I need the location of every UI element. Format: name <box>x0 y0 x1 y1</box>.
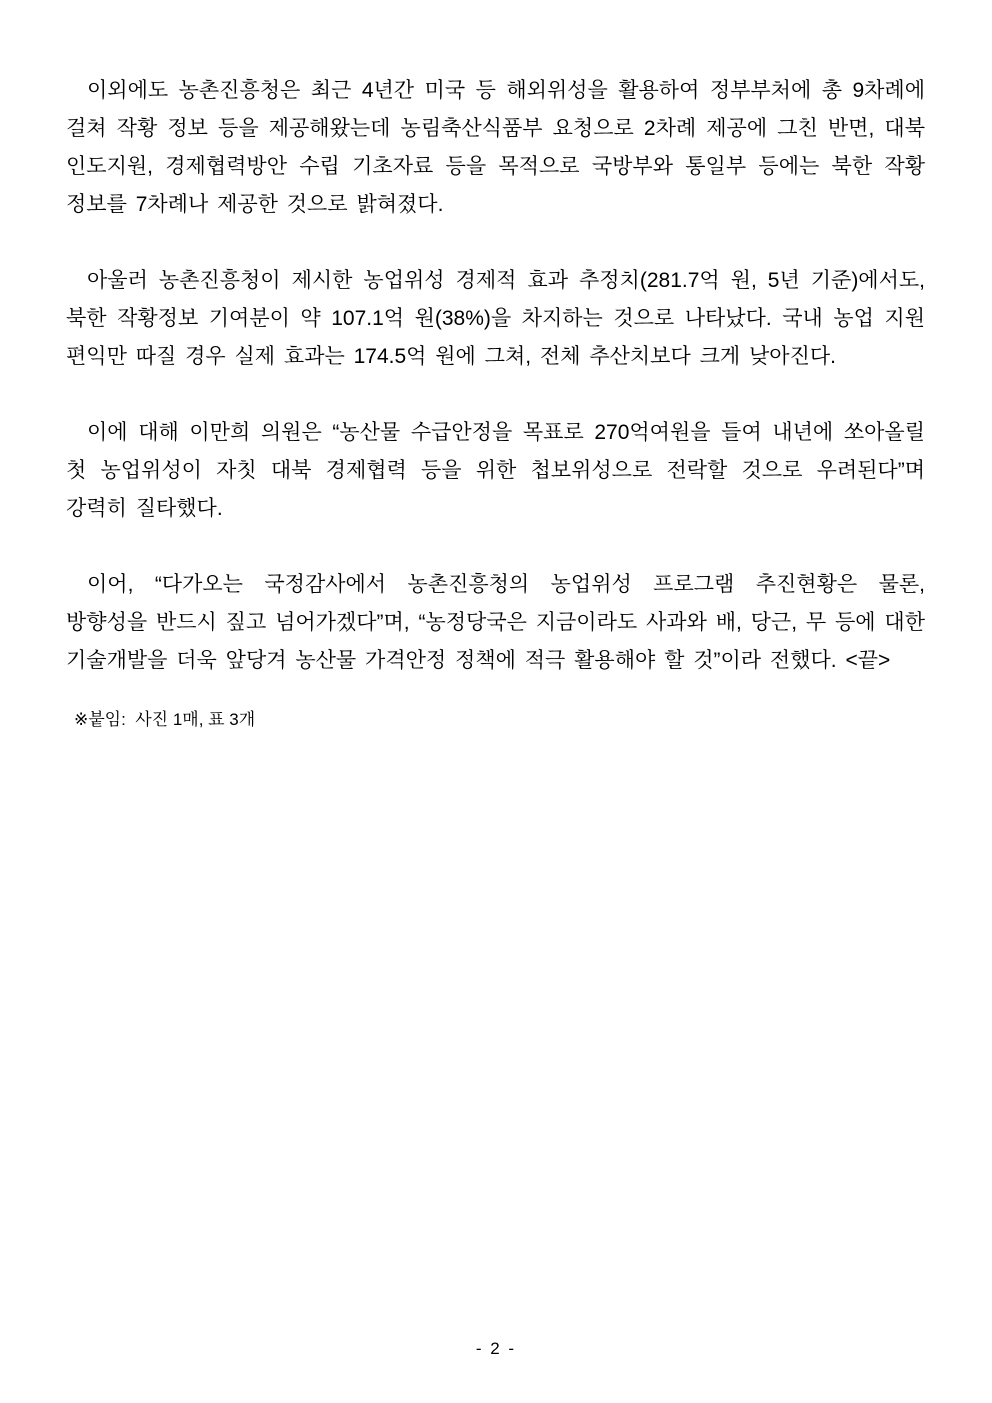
paragraph-audit-plan-quote: 이어, “다가오는 국정감사에서 농촌진흥청의 농업위성 프로그램 추진현황은 물론, 방향성을 반드시 짚고 넘어가겠다”며, “농정당국은 지금이라도 사과와 배, 당근, 무 등에 대한 기술개발을 더욱 앞당겨 농산물 가격안정 정책에 적극 활용해야 할 것”이라 전했다. <끝> <box>66 573 925 672</box>
paragraph-satellite-info-provision: 이외에도 농촌진흥청은 최근 4년간 미국 등 해외위성을 활용하여 정부부처에 총 9차례에 걸쳐 작황 정보 등을 제공해왔는데 농림축산식품부 요청으로 2차례 제공에 그친 반면, 대북 인도지원, 경제협력방안 수립 기초자료 등을 목적으로 국방부와 통일부 등에는 북한 작황 정보를 7차례나 제공한 것으로 밝혀졌다. <box>66 79 925 216</box>
paragraph-lawmaker-criticism-quote: 이에 대해 이만희 의원은 “농산물 수급안정을 목표로 270억여원을 들여 내년에 쏘아올릴 첫 농업위성이 자칫 대북 경제협력 등을 위한 첩보위성으로 전락할 것으로 우려된다”며 강력히 질타했다. <box>66 421 925 520</box>
document-body <box>66 72 925 732</box>
paragraph-economic-effect-estimate: 아울러 농촌진흥청이 제시한 농업위성 경제적 효과 추정치(281.7억 원, 5년 기준)에서도, 북한 작황정보 기여분이 약 107.1억 원(38%)을 차지하는 것으로 나타났다. 국내 농업 지원 편익만 따질 경우 실제 효과는 174.5억 원에 그쳐, 전체 추산치보다 크게 낮아진다. <box>66 269 925 368</box>
page-number: - 2 - <box>475 1339 517 1358</box>
attachment-note: ※붙임: 사진 1매, 표 3개 <box>74 710 256 729</box>
